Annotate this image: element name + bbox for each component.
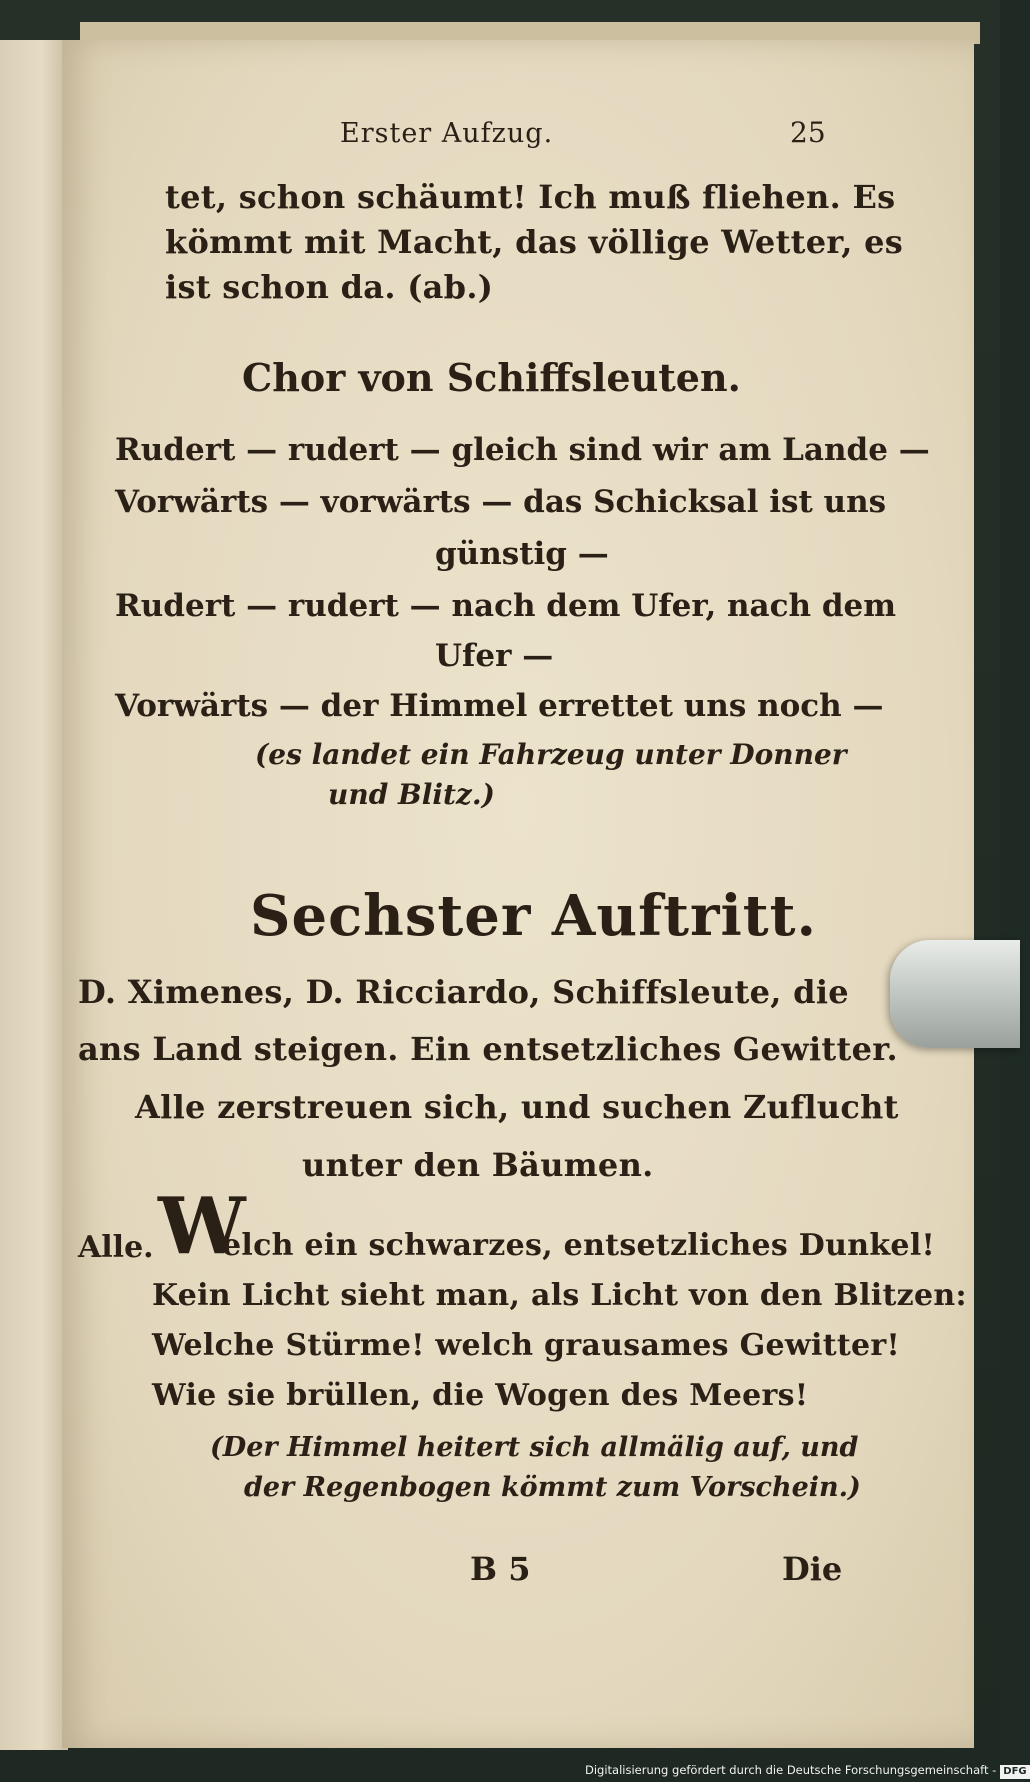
chorus-line: Rudert — rudert — gleich sind wir am Lande — [115, 432, 930, 468]
chorus-line: günstig — [435, 536, 609, 572]
signature-mark: B 5 [470, 1550, 531, 1588]
verse-line: Kein Licht sieht man, als Licht von den Blitzen: [152, 1278, 967, 1313]
verse-line: Wie sie brüllen, die Wogen des Meers! [152, 1378, 809, 1413]
stage-direction-line: (Der Himmel heitert sich allmälig auf, und [210, 1432, 859, 1463]
funding-note [585, 1758, 1027, 1782]
stage-direction-line: der Regenbogen kömmt zum Vorschein.) [244, 1472, 861, 1503]
scene-description-line: unter den Bäumen. [302, 1146, 654, 1184]
scene-description-line: D. Ximenes, D. Ricciardo, Schiffsleute, die [78, 973, 849, 1011]
chorus-line: Vorwärts — der Himmel errettet uns noch — [115, 688, 884, 724]
page-clip [890, 940, 1020, 1048]
scene-description-line: ans Land steigen. Ein entsetzliches Gewitter. [78, 1030, 898, 1068]
prose-line: ist schon da. (ab.) [165, 268, 494, 306]
chorus-line: Vorwärts — vorwärts — das Schicksal ist uns [115, 484, 887, 520]
chorus-line: Ufer — [435, 638, 554, 674]
left-page-edge [0, 40, 68, 1750]
page-number: 25 [790, 116, 826, 149]
running-head: Erster Aufzug. [340, 118, 554, 149]
scene-description-line: Alle zerstreuen sich, und suchen Zuflucht [135, 1088, 899, 1126]
verse-line: Welche Stürme! welch grausames Gewitter! [152, 1328, 900, 1363]
prose-line: tet, schon schäumt! Ich muß fliehen. Es [165, 178, 896, 216]
dfg-logo: DFG [1000, 1765, 1029, 1779]
chorus-line: Rudert — rudert — nach dem Ufer, nach dem [115, 588, 897, 624]
funding-note-text: Digitalisierung gefördert durch die Deutsche Forschungsgemeinschaft - [585, 1763, 997, 1777]
verse-line: elch ein schwarzes, entsetzliches Dunkel! [222, 1228, 935, 1263]
catchword: Die [782, 1550, 843, 1588]
stage-direction-line: und Blitz.) [328, 778, 495, 811]
speaker-label: Alle. [78, 1230, 154, 1265]
drop-cap: W [158, 1181, 246, 1272]
chorus-heading: Chor von Schiffsleuten. [242, 355, 741, 400]
stage-direction-line: (es landet ein Fahrzeug unter Donner [255, 738, 847, 771]
prose-line: kömmt mit Macht, das völlige Wetter, es [165, 223, 904, 261]
scene-heading: Sechster Auftritt. [250, 883, 818, 949]
